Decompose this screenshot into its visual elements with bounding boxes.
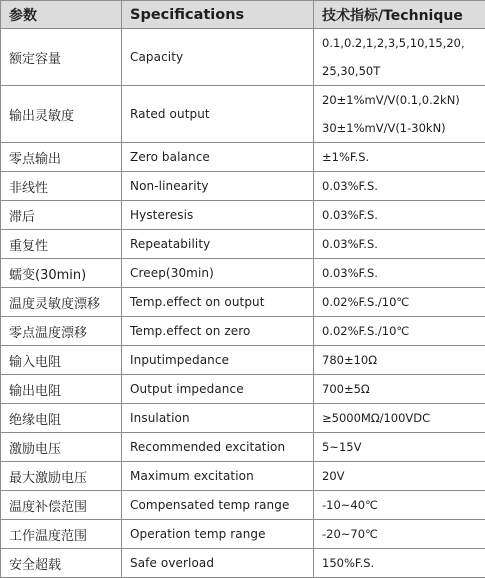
param-name-zh: 激励电压 <box>1 433 122 462</box>
value-line: 0.03%F.S. <box>322 237 378 251</box>
param-value <box>314 520 485 549</box>
param-name-en: Temp.effect on zero <box>122 317 314 346</box>
param-name-zh: 输出灵敏度 <box>1 86 122 143</box>
param-name-en: Temp.effect on output <box>122 288 314 317</box>
param-name-zh: 温度灵敏度漂移 <box>1 288 122 317</box>
value-line: ≥5000MΩ/100VDC <box>322 411 431 425</box>
param-name-en: Safe overload <box>122 549 314 578</box>
value-line: 25,30,50T <box>322 64 381 78</box>
table-row <box>1 375 485 404</box>
param-name-zh: 绝缘电阻 <box>1 404 122 433</box>
param-value <box>314 259 485 288</box>
value-line: 20±1%mV/V(0.1,0.2kN) <box>322 93 460 107</box>
param-name-en: Capacity <box>122 29 314 86</box>
value-line: 0.03%F.S. <box>322 208 378 222</box>
table-row <box>1 288 485 317</box>
value-line: 0.02%F.S./10℃ <box>322 324 410 338</box>
table-body <box>1 29 485 578</box>
param-name-zh: 输出电阻 <box>1 375 122 404</box>
value-line: -10~40℃ <box>322 498 378 512</box>
value-line: -20~70℃ <box>322 527 378 541</box>
table-row <box>1 201 485 230</box>
param-name-en: Rated output <box>122 86 314 143</box>
param-name-zh: 滞后 <box>1 201 122 230</box>
param-name-zh: 输入电阻 <box>1 346 122 375</box>
table-row <box>1 230 485 259</box>
header-specifications: Specifications <box>122 1 314 29</box>
value-line: 700±5Ω <box>322 382 370 396</box>
param-value <box>314 172 485 201</box>
param-value <box>314 462 485 491</box>
param-name-zh: 最大激励电压 <box>1 462 122 491</box>
param-name-zh: 工作温度范围 <box>1 520 122 549</box>
header-technique: 技术指标/Technique <box>314 1 485 29</box>
value-line: 20V <box>322 469 345 483</box>
table-row <box>1 29 485 86</box>
param-name-zh: 重复性 <box>1 230 122 259</box>
value-line: 5~15V <box>322 440 362 454</box>
param-value <box>314 433 485 462</box>
param-name-zh: 温度补偿范围 <box>1 491 122 520</box>
value-line: 0.03%F.S. <box>322 266 378 280</box>
table-row <box>1 433 485 462</box>
table-header-row <box>1 1 485 29</box>
table-row <box>1 317 485 346</box>
value-line: 780±10Ω <box>322 353 378 367</box>
param-name-en: Output impedance <box>122 375 314 404</box>
param-name-en: Operation temp range <box>122 520 314 549</box>
param-name-en: Zero balance <box>122 143 314 172</box>
param-value <box>314 317 485 346</box>
param-name-en: Repeatability <box>122 230 314 259</box>
param-name-zh: 蠕变(30min) <box>1 259 122 288</box>
value-line: ±1%F.S. <box>322 150 370 164</box>
param-value <box>314 491 485 520</box>
param-value <box>314 29 485 86</box>
value-line: 0.03%F.S. <box>322 179 378 193</box>
param-value <box>314 346 485 375</box>
param-name-en: Recommended excitation <box>122 433 314 462</box>
table-row <box>1 520 485 549</box>
param-name-zh: 非线性 <box>1 172 122 201</box>
param-value <box>314 549 485 578</box>
table-row <box>1 143 485 172</box>
table-row <box>1 462 485 491</box>
param-name-en: Maximum excitation <box>122 462 314 491</box>
param-value <box>314 404 485 433</box>
param-value <box>314 201 485 230</box>
table-row <box>1 346 485 375</box>
param-name-zh: 零点温度漂移 <box>1 317 122 346</box>
value-line: 0.1,0.2,1,2,3,5,10,15,20, <box>322 36 465 50</box>
table-row <box>1 549 485 578</box>
table-row <box>1 491 485 520</box>
table-row <box>1 404 485 433</box>
param-value <box>314 288 485 317</box>
param-name-zh: 零点输出 <box>1 143 122 172</box>
value-line: 0.02%F.S./10℃ <box>322 295 410 309</box>
value-line: 30±1%mV/V(1-30kN) <box>322 121 446 135</box>
header-parameter: 参数 <box>1 1 122 29</box>
param-name-en: Creep(30min) <box>122 259 314 288</box>
table-row <box>1 86 485 143</box>
table-row <box>1 172 485 201</box>
table-row <box>1 259 485 288</box>
param-name-en: Inputimpedance <box>122 346 314 375</box>
param-value <box>314 375 485 404</box>
param-name-en: Hysteresis <box>122 201 314 230</box>
param-value <box>314 86 485 143</box>
param-name-en: Non-linearity <box>122 172 314 201</box>
value-line: 150%F.S. <box>322 556 375 570</box>
param-name-en: Insulation <box>122 404 314 433</box>
param-value <box>314 143 485 172</box>
param-name-zh: 安全超载 <box>1 549 122 578</box>
param-name-en: Compensated temp range <box>122 491 314 520</box>
param-value <box>314 230 485 259</box>
param-name-zh: 额定容量 <box>1 29 122 86</box>
